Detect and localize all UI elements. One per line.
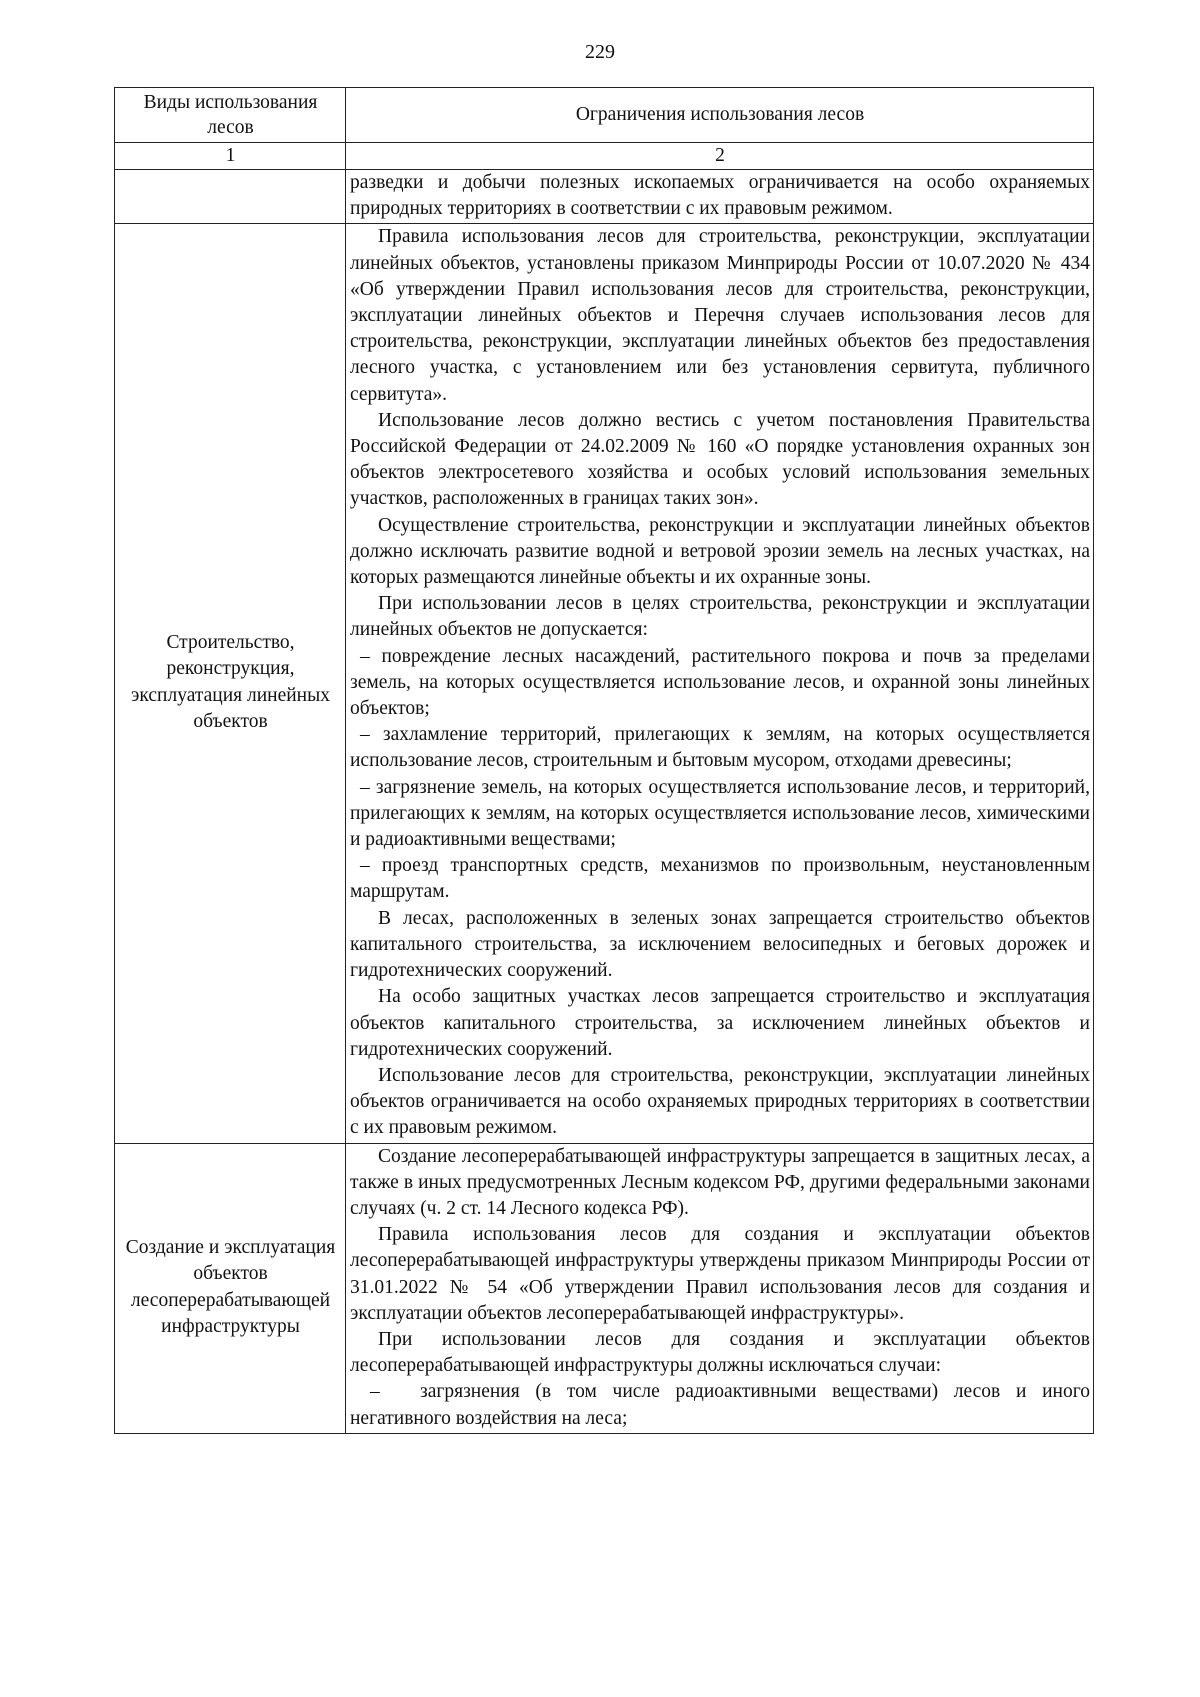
column-number-row: [115, 143, 1094, 170]
restriction-list-item: – загрязнение земель, на которых осуществляется использование лесов, и территорий, прилегающих к землям, на которых осуществляется использование лесов, химическими и радиоактивными веществами;: [350, 776, 1090, 851]
restriction-paragraph: Использование лесов для строительства, реконструкции, эксплуатации линейных объектов ограничивается на особо охраняемых природных территориях в соответствии с их правовым режимом.: [350, 1064, 1090, 1139]
column-number-1: 1: [115, 143, 346, 170]
restriction-paragraph: Правила использования лесов для строительства, реконструкции, эксплуатации линейных объектов, установлены приказом Минприроды России от 10.07.2020 № 434 «Об утверждении Правил использования лесов для строительства, реконструкции, эксплуатации линейных объектов и Перечня случаев использования лесов для строительства, реконструкции, эксплуатации линейных объектов без предоставления лесного участка, с установлением или без установления сервитута, публичного сервитута».: [350, 226, 1090, 405]
restriction-paragraph: При использовании лесов для создания и эксплуатации объектов лесоперерабатывающей инфраструктуры должны исключаться случаи:: [350, 1328, 1090, 1377]
restriction-list-item: [350, 1379, 1090, 1431]
list-dash: –: [370, 1381, 380, 1403]
list-item-text: загрязнения (в том числе радиоактивными веществами) лесов и иного негативного воздействия на леса;: [350, 1381, 1090, 1429]
header-usage-types: Виды использования лесов: [115, 88, 346, 143]
table-row: [115, 1143, 1094, 1433]
restriction-paragraph: Создание лесоперерабатывающей инфраструктуры запрещается в защитных лесах, а также в иных предусмотренных Лесным кодексом РФ, другими федеральными законами случаях (ч. 2 ст. 14 Лесного кодекса РФ).: [350, 1145, 1090, 1219]
restriction-paragraph: В лесах, расположенных в зеленых зонах запрещается строительство объектов капитального строительства, за исключением велосипедных и беговых дорожек и гидротехнических сооружений.: [350, 907, 1090, 982]
table-row: [115, 224, 1094, 1143]
column-number-2: 2: [346, 143, 1094, 170]
usage-type-cell: Создание и эксплуатация объектов лесоперерабатывающей инфраструктуры: [115, 1143, 346, 1433]
restriction-paragraph: Правила использования лесов для создания и эксплуатации объектов лесоперерабатывающей инфраструктуры утверждены приказом Минприроды России от 31.01.2022 № 54 «Об утверждении Правил использования лесов для создания и эксплуатации объектов лесоперерабатывающей инфраструктуры».: [350, 1224, 1090, 1324]
usage-type-cell: [115, 170, 346, 224]
usage-type-cell: Строительство, реконструкция, эксплуатация линейных объектов: [115, 224, 346, 1143]
header-restrictions: Ограничения использования лесов: [346, 88, 1094, 143]
restriction-cell: [346, 170, 1094, 224]
restriction-cell: [346, 224, 1094, 1143]
restriction-paragraph: Осуществление строительства, реконструкции и эксплуатации линейных объектов должно исключать развитие водной и ветровой эрозии земель на лесных участках, на которых размещаются линейные объекты и их охранные зоны.: [350, 514, 1090, 589]
restriction-list-item: – захламление территорий, прилегающих к землям, на которых осуществляется использование лесов, строительным и бытовым мусором, отходами древесины;: [350, 724, 1090, 772]
restriction-list-item: – проезд транспортных средств, механизмов по произвольным, неустановленным маршрутам.: [350, 855, 1090, 903]
restriction-cell: [346, 1143, 1094, 1433]
restriction-paragraph: На особо защитных участках лесов запрещается строительство и эксплуатация объектов капитального строительства, за исключением линейных объектов и гидротехнических сооружений.: [350, 986, 1090, 1060]
restrictions-table: [114, 87, 1094, 1434]
table-row: [115, 170, 1094, 224]
page-number: 229: [585, 41, 615, 63]
restriction-paragraph: разведки и добычи полезных ископаемых ограничивается на особо охраняемых природных территориях в соответствии с их правовым режимом.: [350, 172, 1090, 220]
table-header-row: [115, 88, 1094, 143]
restriction-list-item: – повреждение лесных насаждений, растительного покрова и почв за пределами земель, на которых осуществляется использование лесов, и охранной зоны линейных объектов;: [350, 645, 1090, 720]
restriction-paragraph: При использовании лесов в целях строительства, реконструкции и эксплуатации линейных объектов не допускается:: [350, 593, 1090, 641]
restriction-paragraph: Использование лесов должно вестись с учетом постановления Правительства Российской Федерации от 24.02.2009 № 160 «О порядке установления охранных зон объектов электросетевого хозяйства и особых условий использования земельных участков, расположенных в границах таких зон».: [350, 409, 1090, 510]
